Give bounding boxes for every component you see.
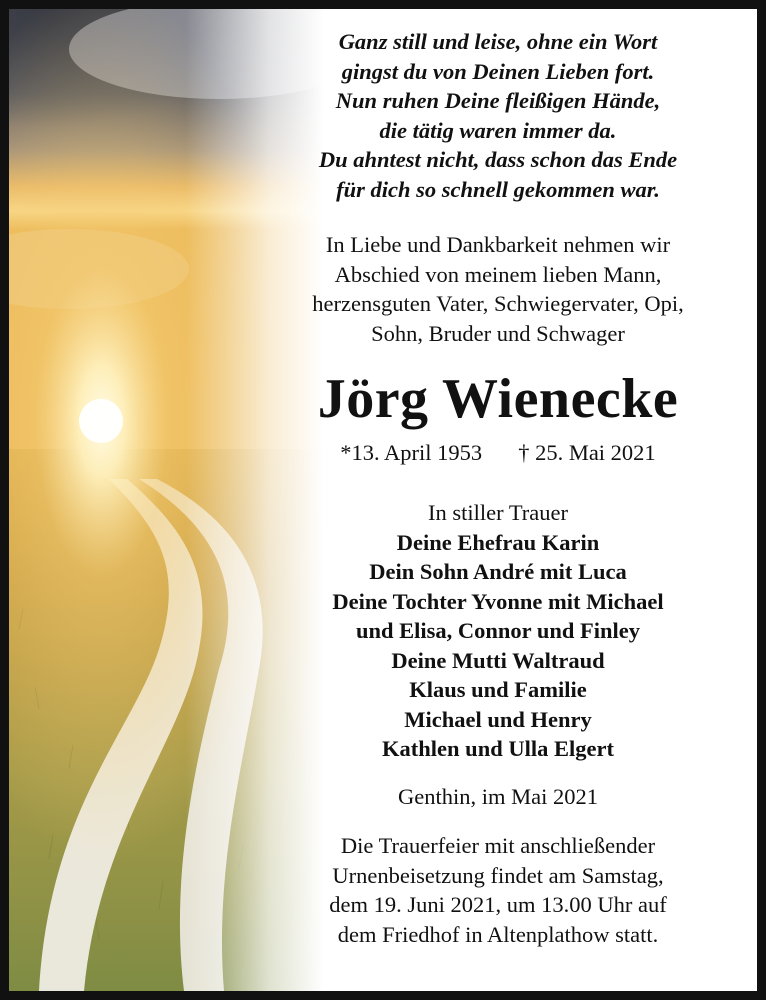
mourner-line: Deine Tochter Yvonne mit Michael — [332, 588, 664, 614]
ceremony-line: Die Trauerfeier mit anschließender — [340, 833, 656, 858]
place-and-date: Genthin, im Mai 2021 — [398, 783, 598, 809]
poem — [257, 27, 739, 204]
poem-line: Du ahntest nicht, dass schon das Ende — [318, 147, 678, 172]
intro-line: Abschied von meinem lieben Mann, — [334, 261, 662, 287]
mourner-line: Michael und Henry — [404, 706, 592, 732]
poem-line: für dich so schnell gekommen war. — [336, 176, 660, 202]
mourner-line: und Elisa, Connor und Finley — [355, 618, 641, 643]
intro-line: herzensguten Vater, Schwiegervater, Opi, — [312, 291, 684, 316]
mourner-line: Deine Mutti Waltraud — [391, 647, 605, 673]
ceremony-line: dem 19. Juni 2021, um 13.00 Uhr auf — [329, 892, 667, 917]
poem-line: Nun ruhen Deine fleißigen Hände, — [335, 88, 661, 113]
ceremony-line: dem Friedhof in Altenplathow statt. — [337, 921, 659, 947]
life-dates — [257, 438, 739, 468]
mourner-line: Deine Ehefrau Karin — [396, 529, 600, 555]
poem-line: gingst du von Deinen Lieben fort. — [341, 58, 655, 84]
mourner-line: Kathlen und Ulla Elgert — [382, 736, 614, 761]
mourner-line: Dein Sohn André mit Luca — [369, 559, 627, 584]
mourner-line: Klaus und Familie — [409, 677, 587, 702]
birth-date: *13. April 1953 — [340, 440, 483, 465]
ceremony-info — [257, 831, 739, 949]
intro-line: Sohn, Bruder und Schwager — [371, 320, 625, 346]
notice-text — [257, 27, 739, 949]
mourners-list — [257, 528, 739, 764]
mourning-heading: In stiller Trauer — [428, 500, 568, 525]
farewell-intro — [257, 230, 739, 348]
intro-line: In Liebe und Dankbarkeit nehmen wir — [325, 232, 671, 257]
death-date: † 25. Mai 2021 — [518, 440, 656, 465]
ceremony-line: Urnenbeisetzung findet am Samstag, — [332, 862, 664, 888]
deceased-name: Jörg Wienecke — [317, 368, 679, 430]
poem-line: die tätig waren immer da. — [379, 117, 617, 143]
poem-line: Ganz still und leise, ohne ein Wort — [338, 29, 658, 54]
